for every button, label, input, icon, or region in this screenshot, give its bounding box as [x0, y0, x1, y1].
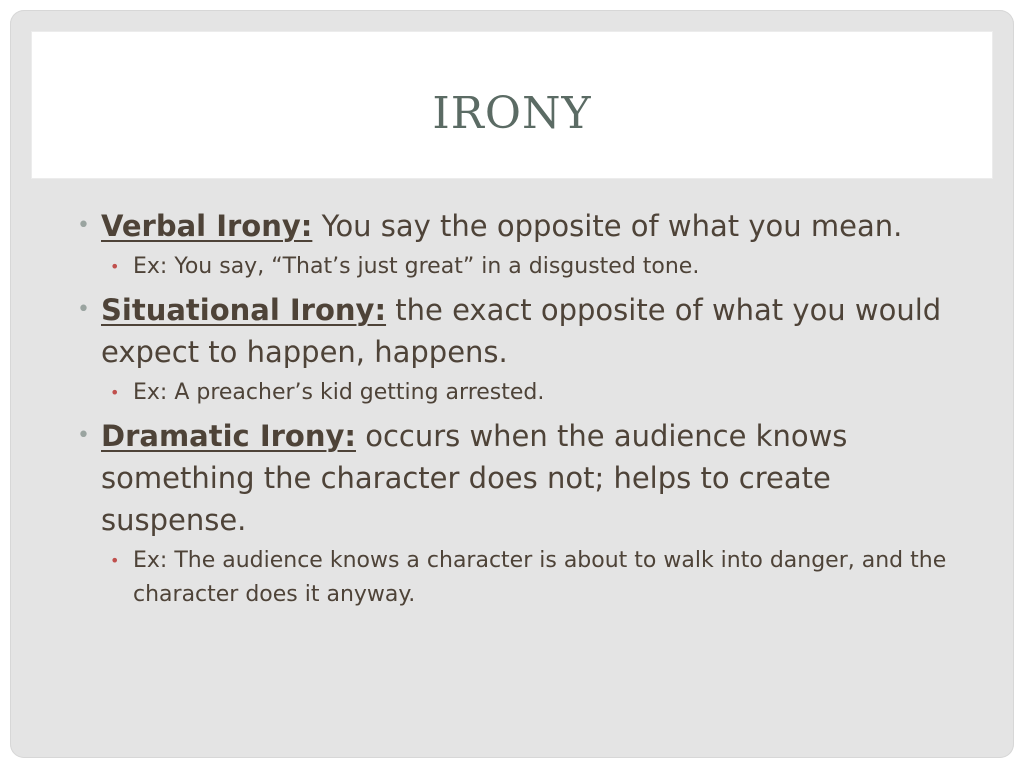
definition-situational-irony: the exact opposite of what you would expect to happen, happens.: [101, 293, 942, 369]
slide-frame: [10, 10, 1014, 758]
term-situational-irony: Situational Irony:: [101, 293, 387, 327]
bullet-dramatic-irony: [70, 415, 960, 541]
slide-title: IRONY: [432, 88, 592, 139]
example-verbal-irony: [70, 250, 960, 284]
example-text: Ex: You say, “That’s just great” in a disgusted tone.: [133, 254, 700, 279]
slide-content: [70, 205, 960, 617]
definition-dramatic-irony: occurs when the audience knows something the character does not; helps to create suspense.: [101, 419, 848, 537]
bullet-verbal-irony: [70, 205, 960, 247]
example-dramatic-irony: [70, 544, 960, 612]
example-text: Ex: The audience knows a character is about to walk into danger, and the character does it anyway.: [133, 548, 947, 607]
bullet-dot-icon: •: [110, 383, 120, 402]
term-verbal-irony: Verbal Irony:: [101, 209, 313, 243]
example-situational-irony: [70, 376, 960, 410]
bullet-situational-irony: [70, 289, 960, 373]
bullet-dot-icon: •: [110, 551, 120, 570]
definition-verbal-irony: You say the opposite of what you mean.: [312, 209, 903, 243]
bullet-dot-icon: •: [110, 257, 120, 276]
example-text: Ex: A preacher’s kid getting arrested.: [133, 380, 545, 405]
title-box: [32, 32, 992, 178]
bullet-dot-icon: •: [77, 423, 90, 448]
term-dramatic-irony: Dramatic Irony:: [101, 419, 356, 453]
bullet-dot-icon: •: [77, 297, 90, 322]
bullet-dot-icon: •: [77, 213, 90, 238]
